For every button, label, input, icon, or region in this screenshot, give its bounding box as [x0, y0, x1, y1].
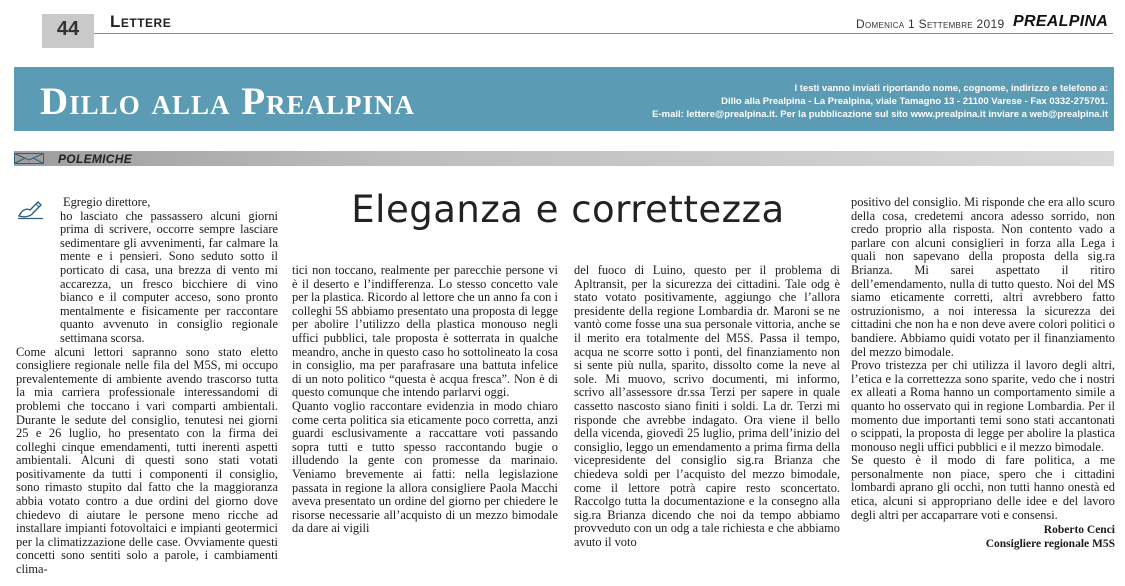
submission-info-line: I testi vanno inviati riportando nome, cognome, indirizzo e telefono a: [794, 83, 1108, 94]
submission-info [588, 82, 1108, 121]
signature-role: Consigliere regionale M5S [985, 537, 1115, 550]
paragraph: Come alcuni lettori sapranno sono stato eletto consigliere regionale nelle fila del M5S, mi occupo prevalentemente di ambiente avendo trascorso tutta la mia carriera professionale interessandomi di problemi che toccano i vari comparti ambientali. Durante le sedute del consiglio, tenutesi nei giorni 25 e 26 luglio, ho presentato con la firma dei colleghi cinque emendamenti, tutti inerenti aspetti ambientali. Alcuni di questi sono stati votati positivamente da tutti i componenti il consiglio, sono rimasto stupito dal fatto che la maggioranza abbia votato contro a due ordini del giorno dove chiedevo di aiutare le persone meno ricche ad installare impianti fotovoltaici e impianti geotermici per la climatizzazione delle case. Ovviamente questi concetti sono sentiti solo a parole, i cambiamenti clima- [16, 344, 278, 577]
paragraph: Provo tristezza per chi utilizza il lavoro degli altri, l’etica e la correttezza sono sparite, vedo che i nostri ex alleati a Roma hanno un comportamento simile a quanto ho osservato qui in regione Lombardia. Per il momento due importanti temi sono stati accantonati o scippati, la proposta di legge per abolire la plastica monouso negli uffici pubblici e il mezzo bimodale. [851, 358, 1115, 454]
page-number: 44 [56, 18, 80, 40]
envelope-icon [14, 153, 44, 164]
banner-title: Dillo alla Prealpina [40, 80, 416, 123]
paragraph: del fuoco di Luino, questo per il problema di Apltransit, per la sicurezza dei cittadini. Tale odg è stato votato positivamente, aggiungo che l’allora presidente della regione Lombardia dr. Maroni se ne vantò come fosse una sua personale vittoria, anche se il merito era totalmente del M5S. Passa il tempo, acqua ne scorre sotto i ponti, del finanziamento non si sente più nulla, sparito, dissolto come la neve al sole. Mi muovo, scrivo documenti, mi informo, scrivo all’assessore dr.ssa Terzi per sapere in quale cassetto nascosto siano finiti i soldi. La dr. Terzi mi risponde che avrebbe indagato. Ora viene il bello della vicenda, giovedì 25 luglio, prima dell’inizio del consiglio, leggo un emendamento a prima firma della vicepresidente del consiglio sig.ra Brianza che chiedeva soldi per l’acquisto del mezzo bimodale, come il lettore potrà capire resto sconcertato. Raccolgo tutta la documentazione e la consegno alla sig.ra Brianza dicendo che noi da tempo abbiamo provveduto con un odg a tale richiesta e che abbiamo avuto il voto [574, 263, 840, 549]
paragraph: Quanto voglio raccontare evidenzia in modo chiaro come certa politica sia eticamente poco corretta, anzi guardi esclusivamente a raccattare voti passando sopra tutti e tutto spesso raccontando bugie o illudendo la gente con promesse da marinaio. Veniamo brevemente ai fatti: nella legislazione passata in regione la allora consigliere Paola Macchi aveva presentato un ordine del giorno per chiedere le risorse necessarie all’acquisto di un mezzo bimodale da dare ai vigili [292, 398, 558, 536]
article-column-3 [574, 264, 840, 549]
issue-date: Domenica 1 Settembre 2019 [856, 17, 1005, 31]
article-column-1 [16, 196, 278, 577]
submission-info-line: E-mail: lettere@prealpina.it. Per la pubblicazione sul sito www.prealpina.it inviare a web@prealpina.it [652, 109, 1108, 120]
paragraph: ho lasciato che passassero alcuni giorni prima di scrivere, occorre sempre lasciare sedimentare gli avvenimenti, far calmare la mente e i pensieri. Sono seduto sotto il porticato di casa, una brezza di vento mi accarezza, un fresco bicchiere di vino bianco e il computer acceso, sono pronto mentalmente e fisicamente per raccontare quanto avvenuto in consiglio regionale settimana scorsa. [60, 208, 278, 345]
signature-name: Roberto Cenci [1043, 524, 1115, 537]
article-headline: Eleganza e correttezza [351, 188, 785, 231]
paragraph: positivo del consiglio. Mi risponde che era allo scuro della cosa, credetemi ancora adesso sorrido, non credo proprio alla risposta. Non contento vado a parlare con alcuni consiglieri in forza alla Lega i quali non sapevano della proposta della sig.ra Brianza. Mi sarei aspettato il ritiro dell’emendamento, nulla di tutto questo. Noi del MS siamo eticamente corretti, altri avrebbero fatto ostruzionismo, a noi interessa la sicurezza dei cittadini che non ha e non deve avere colori politici o bandiere. Abbiamo quidi votato per il finanziamento del mezzo bimodale. [851, 195, 1115, 359]
category-label: POLEMICHE [58, 152, 133, 166]
submission-info-line: Dillo alla Prealpina - La Prealpina, viale Tamagno 13 - 21100 Varese - Fax 0332-275701. [721, 96, 1108, 107]
category-bar [14, 151, 1114, 166]
newspaper-logo: PREALPINA [1013, 13, 1109, 30]
letter-greeting: Egregio direttore, [63, 195, 151, 209]
article-column-2 [292, 264, 558, 536]
section-title: Lettere [110, 12, 172, 31]
paragraph: Se questo è il modo di fare politica, a me personalmente non piace, spero che i cittadini lombardi aprano gli occhi, non tutti hanno onestà ed etica, alcuni si appropriano delle idee e del lavoro degli altri per accaparrare voti e consensi. [851, 453, 1115, 522]
signature [851, 524, 1115, 551]
paragraph: tici non toccano, realmente per parecchie persone vi è il deserto e l’indifferenza. Lo stesso concetto vale per la plastica. Ricordo al lettore che un anno fa con i colleghi 5S abbiamo presentato una proposta di legge per abolire l’utilizzo della plastica monouso negli uffici pubblici, tale proposta è sotterrata in qualche meandro, anche in questo caso ho sottolineato la cosa in consiglio, ma per parafrasare una battuta infelice di un noto politico “questa è acqua fresca”. Non è di questo comunque che intendo parlarvi oggi. [292, 263, 558, 400]
article-column-4 [851, 196, 1115, 551]
header-rule [94, 33, 1113, 34]
column-banner [14, 67, 1114, 131]
